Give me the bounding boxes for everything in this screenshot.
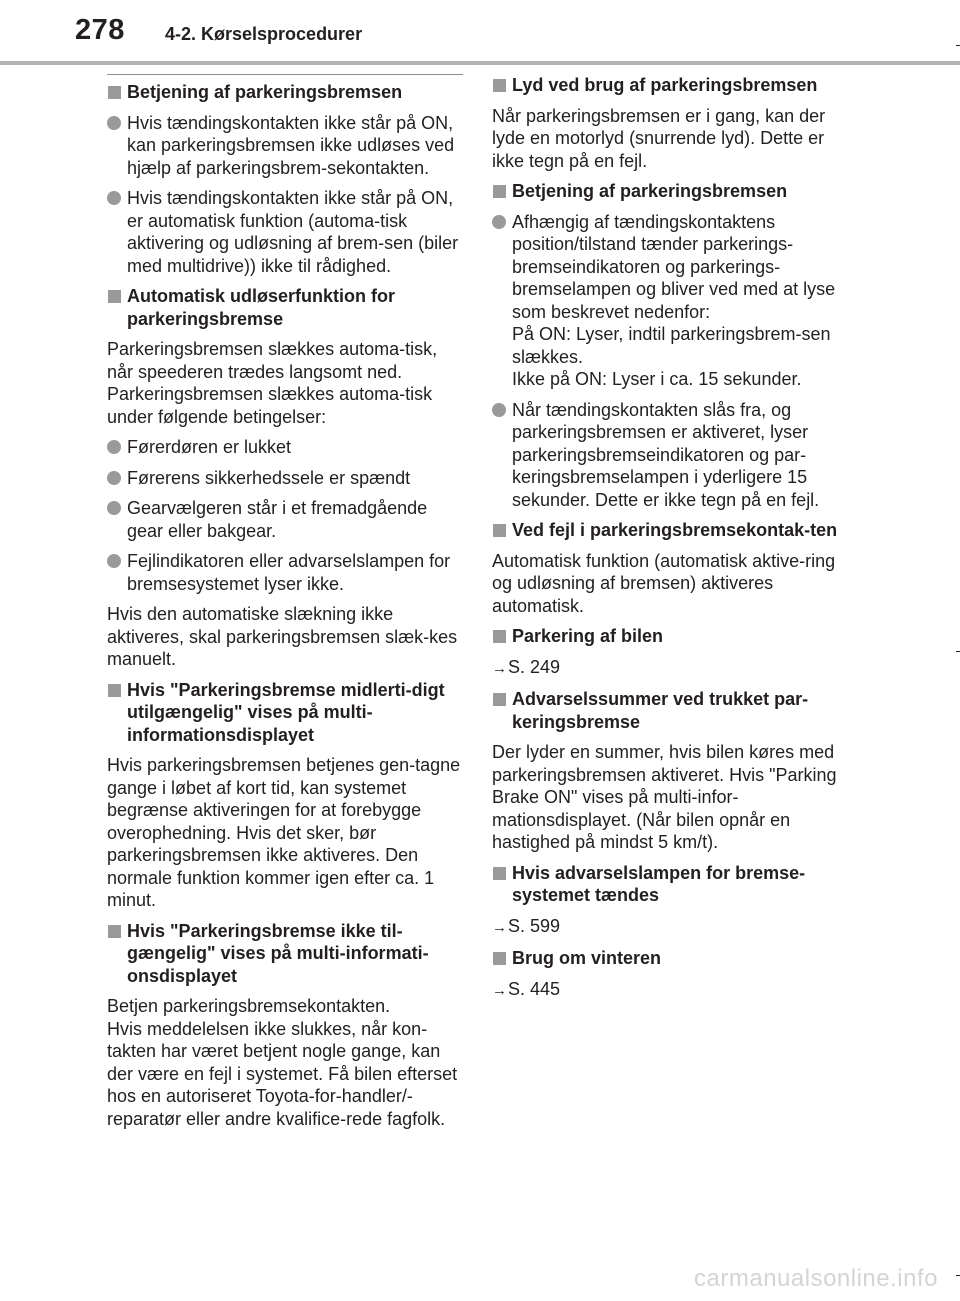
chapter-title: 4-2. Kørselsprocedurer xyxy=(165,24,363,44)
paragraph: Parkeringsbremsen slækkes automa-tisk, når speederen trædes langsomt ned. Parkeringsbremsen slækkes automa-tisk under følgende betingelser: xyxy=(107,339,438,427)
section-heading: Betjening af parkeringsbremsen xyxy=(492,180,848,203)
bullet-item: Hvis tændingskontakten ikke står på ON, kan parkeringsbremsen ikke udløses ved hjælp af parkeringsbrem-sekontakten. xyxy=(107,112,463,180)
page-number: 278 xyxy=(75,14,125,46)
circle-bullet-icon xyxy=(107,471,121,485)
section-heading: Hvis advarselslampen for bremse-systemet tændes xyxy=(492,862,848,907)
watermark: carmanualsonline.info xyxy=(694,1265,938,1292)
square-bullet-icon xyxy=(493,185,506,198)
column-rule xyxy=(107,74,463,75)
bullet-item: Fejlindikatoren eller advarselslampen for bremsesystemet lyser ikke. xyxy=(107,550,463,595)
square-bullet-icon xyxy=(493,952,506,965)
circle-bullet-icon xyxy=(107,554,121,568)
square-bullet-icon xyxy=(108,684,121,697)
section-heading: Brug om vinteren xyxy=(492,947,848,970)
section-heading: Hvis "Parkeringsbremse ikke til-gængelig" vises på multi-informati-onsdisplayet xyxy=(107,920,463,988)
section-heading: Automatisk udløserfunktion for parkeringsbremse xyxy=(107,285,463,330)
bullet-item: Afhængig af tændingskontaktens position/tilstand tænder parkerings-bremseindikatoren og parkerings-bremselampen og bliver ved med at lyse som beskrevet nedenfor: På ON: Lyser, indtil parkeringsbrem-sen slækkes. Ikke på ON: Lyser i ca. 15 sekunder. xyxy=(492,211,848,391)
paragraph: Hvis parkeringsbremsen betjenes gen-tagne gange i løbet af kort tid, kan systemet begrænse aktiveringen for at forebygge overophedning. Hvis det sker, bør parkeringsbremsen ikke aktiveres. Den normale funktion kommer igen efter ca. 1 minut. xyxy=(107,755,461,910)
square-bullet-icon xyxy=(108,925,121,938)
arrow-right-icon: → xyxy=(492,981,507,999)
page-reference-link[interactable]: →S. 599 xyxy=(492,915,848,940)
header-rule xyxy=(0,61,960,65)
section-heading: Advarselssummer ved trukket par-keringsbremse xyxy=(492,688,848,733)
page-reference-link[interactable]: →S. 445 xyxy=(492,978,848,1003)
page-header xyxy=(0,0,960,64)
paragraph: Automatisk funktion (automatisk aktive-ring og udløsning af bremsen) aktiveres automatisk. xyxy=(492,550,836,616)
paragraph: Betjen parkeringsbremsekontakten. Hvis meddelelsen ikke slukkes, når kon-takten har været betjent nogle gange, kan der være en fejl i systemet. Få bilen efterset hos en autoriseret Toyota-for-handler/-reparatør eller andre kvalifice-rede fagfolk. xyxy=(107,996,458,1129)
bullet-item: Førerens sikkerhedssele er spændt xyxy=(107,467,463,490)
left-column xyxy=(107,74,463,1138)
section-heading: Betjening af parkeringsbremsen xyxy=(107,81,463,104)
bullet-item: Når tændingskontakten slås fra, og parkeringsbremsen er aktiveret, lyser parkeringsbremseindikatoren og par-keringsbremselampen i yderligere 15 sekunder. Dette er ikke tegn på en fejl. xyxy=(492,399,848,512)
section-heading: Hvis "Parkeringsbremse midlerti-digt utilgængelig" vises på multi-informationsdisplayet xyxy=(107,679,463,747)
circle-bullet-icon xyxy=(492,215,506,229)
square-bullet-icon xyxy=(493,524,506,537)
paragraph: Når parkeringsbremsen er i gang, kan der lyde en motorlyd (snurrende lyd). Dette er ikke tegn på en fejl. xyxy=(492,105,826,171)
square-bullet-icon xyxy=(108,86,121,99)
circle-bullet-icon xyxy=(107,440,121,454)
right-column xyxy=(492,74,848,1010)
paragraph: Hvis den automatiske slækning ikke aktiveres, skal parkeringsbremsen slæk-kes manuelt. xyxy=(107,604,458,669)
bullet-item: Førerdøren er lukket xyxy=(107,436,463,459)
section-heading: Lyd ved brug af parkeringsbremsen xyxy=(492,74,848,97)
circle-bullet-icon xyxy=(107,501,121,515)
circle-bullet-icon xyxy=(492,403,506,417)
page-reference-link[interactable]: →S. 249 xyxy=(492,656,848,681)
margin-tick xyxy=(956,45,960,46)
margin-tick xyxy=(956,1275,960,1276)
square-bullet-icon xyxy=(493,79,506,92)
bullet-item: Hvis tændingskontakten ikke står på ON, er automatisk funktion (automa-tisk aktivering og udløsning af brem-sen (biler med multidrive)) ikke til rådighed. xyxy=(107,187,463,277)
bullet-item: Gearvælgeren står i et fremadgående gear eller bakgear. xyxy=(107,497,463,542)
arrow-right-icon: → xyxy=(492,918,507,936)
square-bullet-icon xyxy=(493,867,506,880)
square-bullet-icon xyxy=(108,290,121,303)
section-heading: Parkering af bilen xyxy=(492,625,848,648)
section-heading: Ved fejl i parkeringsbremsekontak-ten xyxy=(492,519,848,542)
arrow-right-icon: → xyxy=(492,659,507,677)
margin-tick xyxy=(956,651,960,652)
square-bullet-icon xyxy=(493,630,506,643)
circle-bullet-icon xyxy=(107,191,121,205)
paragraph: Der lyder en summer, hvis bilen køres med parkeringsbremsen aktiveret. Hvis "Parking Brake ON" vises på multi-infor-mationsdisplayet. (Når bilen opnår en hastighed på mindst 5 km/t). xyxy=(492,742,837,852)
square-bullet-icon xyxy=(493,693,506,706)
circle-bullet-icon xyxy=(107,116,121,130)
